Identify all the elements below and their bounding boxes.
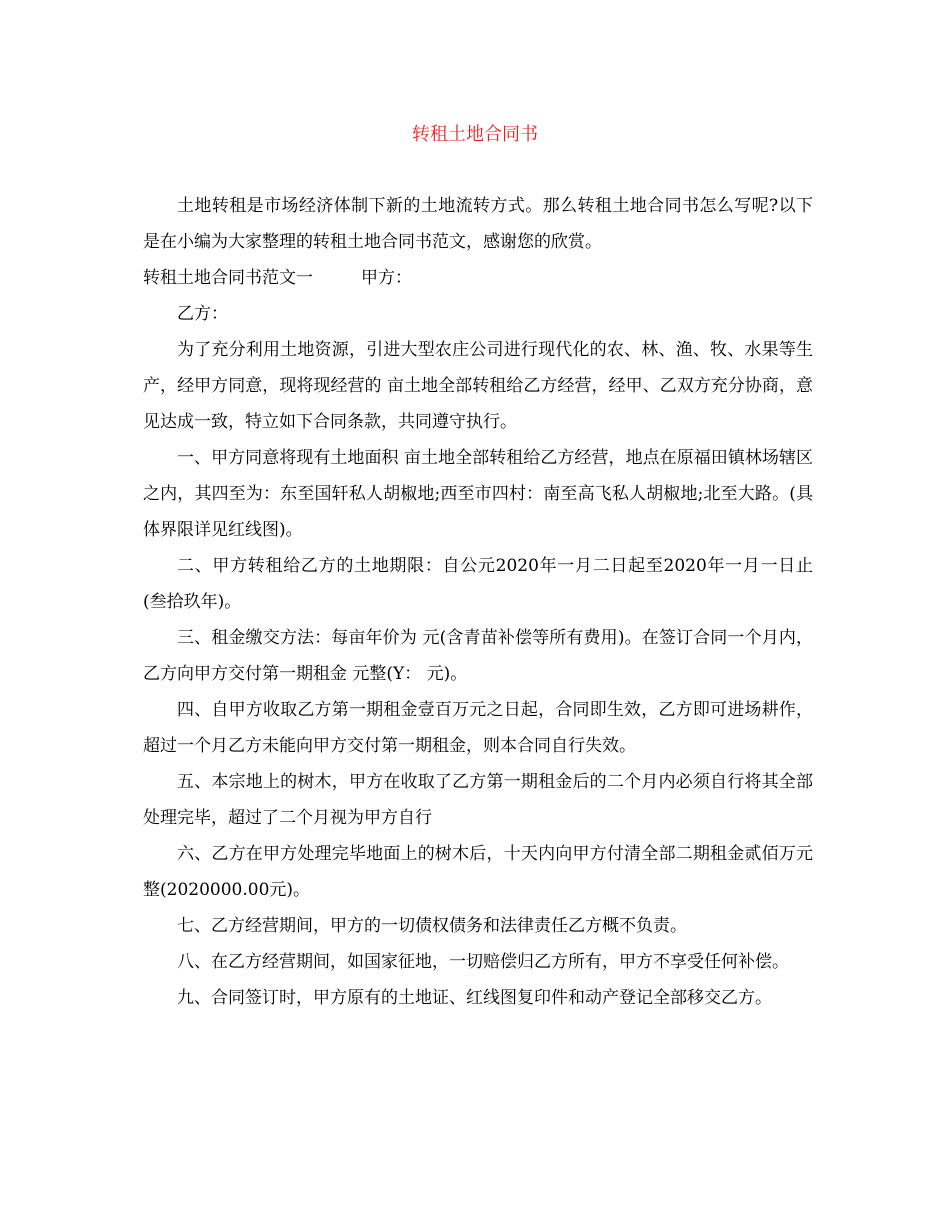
clause-2: 二、甲方转租给乙方的土地期限：自公元2020年一月二日起至2020年一月一日止(叁拾玖年)。 <box>143 556 813 612</box>
sample-heading: 转租土地合同书范文一 <box>143 268 313 288</box>
clause-7: 七、乙方经营期间，甲方的一切债权债务和法律责任乙方概不负责。 <box>177 916 687 936</box>
party-b-label: 乙方： <box>177 304 228 324</box>
intro-paragraph: 土地转租是市场经济体制下新的土地流转方式。那么转租土地合同书怎么写呢?以下是在小编为大家整理的转租土地合同书范文，感谢您的欣赏。 <box>143 196 813 252</box>
clause-8: 八、在乙方经营期间，如国家征地，一切赔偿归乙方所有，甲方不享受任何补偿。 <box>177 952 789 972</box>
sample-heading-line <box>143 260 813 296</box>
clause-3: 三、租金缴交方法：每亩年价为 元(含青苗补偿等所有费用)。在签订合同一个月内，乙方向甲方交付第一期租金 元整(Y： 元)。 <box>143 628 813 684</box>
clause-6: 六、乙方在甲方处理完毕地面上的树木后，十天内向甲方付清全部二期租金贰佰万元整(2020000.00元)。 <box>143 844 813 900</box>
clause-4: 四、自甲方收取乙方第一期租金壹百万元之日起，合同即生效，乙方即可进场耕作，超过一个月乙方未能向甲方交付第一期租金，则本合同自行失效。 <box>143 700 813 756</box>
preamble-paragraph: 为了充分利用土地资源，引进大型农庄公司进行现代化的农、林、渔、牧、水果等生产，经甲方同意，现将现经营的 亩土地全部转租给乙方经营，经甲、乙双方充分协商，意见达成一致，特立如下合同条款，共同遵守执行。 <box>143 340 813 432</box>
document-body <box>143 188 813 1016</box>
party-a-label: 甲方： <box>361 268 412 288</box>
clause-5: 五、本宗地上的树木，甲方在收取了乙方第一期租金后的二个月内必须自行将其全部处理完毕，超过了二个月视为甲方自行 <box>143 772 813 828</box>
clause-9: 九、合同签订时，甲方原有的土地证、红线图复印件和动产登记全部移交乙方。 <box>177 988 772 1008</box>
document-title: 转租土地合同书 <box>412 124 538 145</box>
clause-1: 一、甲方同意将现有土地面积 亩土地全部转租给乙方经营，地点在原福田镇林场辖区之内，其四至为：东至国轩私人胡椒地;西至市四村：南至高飞私人胡椒地;北至大路。(具体界限详见红线图)。 <box>143 448 813 540</box>
